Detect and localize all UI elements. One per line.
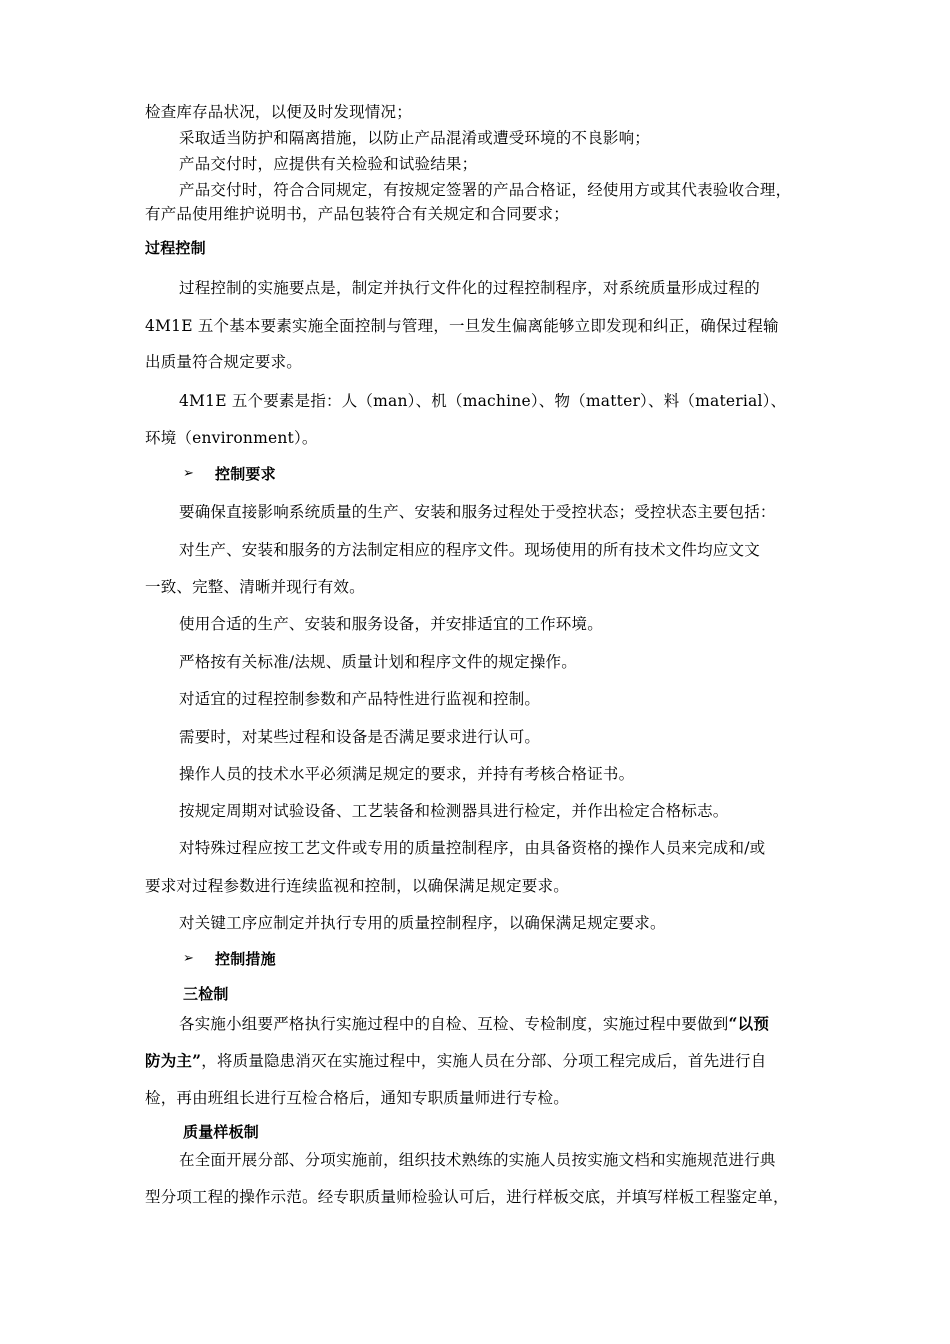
emphasis-text: 防为主” xyxy=(145,1051,202,1070)
subsection-heading: 控制措施 xyxy=(215,950,276,968)
text-line: 操作人员的技术水平必须满足规定的要求，并持有考核合格证书。 xyxy=(179,765,635,783)
text-line: 环境（environment）。 xyxy=(145,429,318,447)
text-line: 采取适当防护和隔离措施，以防止产品混淆或遭受环境的不良影响； xyxy=(179,129,651,147)
text-line: 严格按有关标准/法规、质量计划和程序文件的规定操作。 xyxy=(179,653,577,671)
item-heading: 三检制 xyxy=(183,985,229,1003)
text-line: 检，再由班组长进行互检合格后，通知专职质量师进行专检。 xyxy=(145,1089,569,1107)
text-line: 对关键工序应制定并执行专用的质量控制程序，以确保满足规定要求。 xyxy=(179,914,666,932)
text-line: 出质量符合规定要求。 xyxy=(145,353,303,371)
text-line: 4M1E 五个要素是指：人（man）、机（machine）、物（matter）、料（material）、 xyxy=(179,392,787,410)
bullet-arrow-icon: ➢ xyxy=(183,466,194,481)
text-line: 产品交付时，应提供有关检验和试验结果； xyxy=(179,155,478,173)
text-line: 产品交付时，符合合同规定，有按规定签署的产品合格证，经使用方或其代表验收合理， xyxy=(179,181,792,199)
text-line: 使用合适的生产、安装和服务设备，并安排适宜的工作环境。 xyxy=(179,615,603,633)
subsection-heading: 控制要求 xyxy=(215,465,276,483)
text-line: 有产品使用维护说明书，产品包装符合有关规定和合同要求； xyxy=(145,205,569,223)
text-line: 要确保直接影响系统质量的生产、安装和服务过程处于受控状态；受控状态主要包括： xyxy=(179,503,776,521)
text-line: 需要时，对某些过程和设备是否满足要求进行认可。 xyxy=(179,728,541,746)
text-line: 对特殊过程应按工艺文件或专用的质量控制程序，由具备资格的操作人员来完成和/或 xyxy=(179,839,766,857)
text-line: 一致、完整、清晰并现行有效。 xyxy=(145,578,365,596)
emphasis-text: “以预 xyxy=(728,1014,770,1033)
text-line xyxy=(179,1013,820,1035)
text-line xyxy=(145,1050,820,1072)
text-line: 检查库存品状况，以便及时发现情况； xyxy=(145,103,412,121)
text-line: 型分项工程的操作示范。经专职质量师检验认可后，进行样板交底，并填写样板工程鉴定单， xyxy=(145,1188,789,1206)
text-line: 在全面开展分部、分项实施前，组织技术熟练的实施人员按实施文档和实施规范进行典 xyxy=(179,1151,776,1169)
text-line: 要求对过程参数进行连续监视和控制，以确保满足规定要求。 xyxy=(145,877,569,895)
text-line: 按规定周期对试验设备、工艺装备和检测器具进行检定，并作出检定合格标志。 xyxy=(179,802,729,820)
text-line: 对适宜的过程控制参数和产品特性进行监视和控制。 xyxy=(179,690,541,708)
text-run: ，将质量隐患消灭在实施过程中，实施人员在分部、分项工程完成后，首先进行自 xyxy=(201,1052,767,1070)
text-run: 各实施小组要严格执行实施过程中的自检、互检、专检制度，实施过程中要做到 xyxy=(179,1015,729,1033)
section-heading: 过程控制 xyxy=(145,239,206,257)
item-heading: 质量样板制 xyxy=(183,1123,260,1141)
text-line: 对生产、安装和服务的方法制定相应的程序文件。现场使用的所有技术文件均应文文 xyxy=(179,541,760,559)
text-line: 过程控制的实施要点是，制定并执行文件化的过程控制程序，对系统质量形成过程的 xyxy=(179,279,760,297)
text-line: 4M1E 五个基本要素实施全面控制与管理，一旦发生偏离能够立即发现和纠正，确保过程输 xyxy=(145,317,779,335)
bullet-arrow-icon: ➢ xyxy=(183,951,194,966)
